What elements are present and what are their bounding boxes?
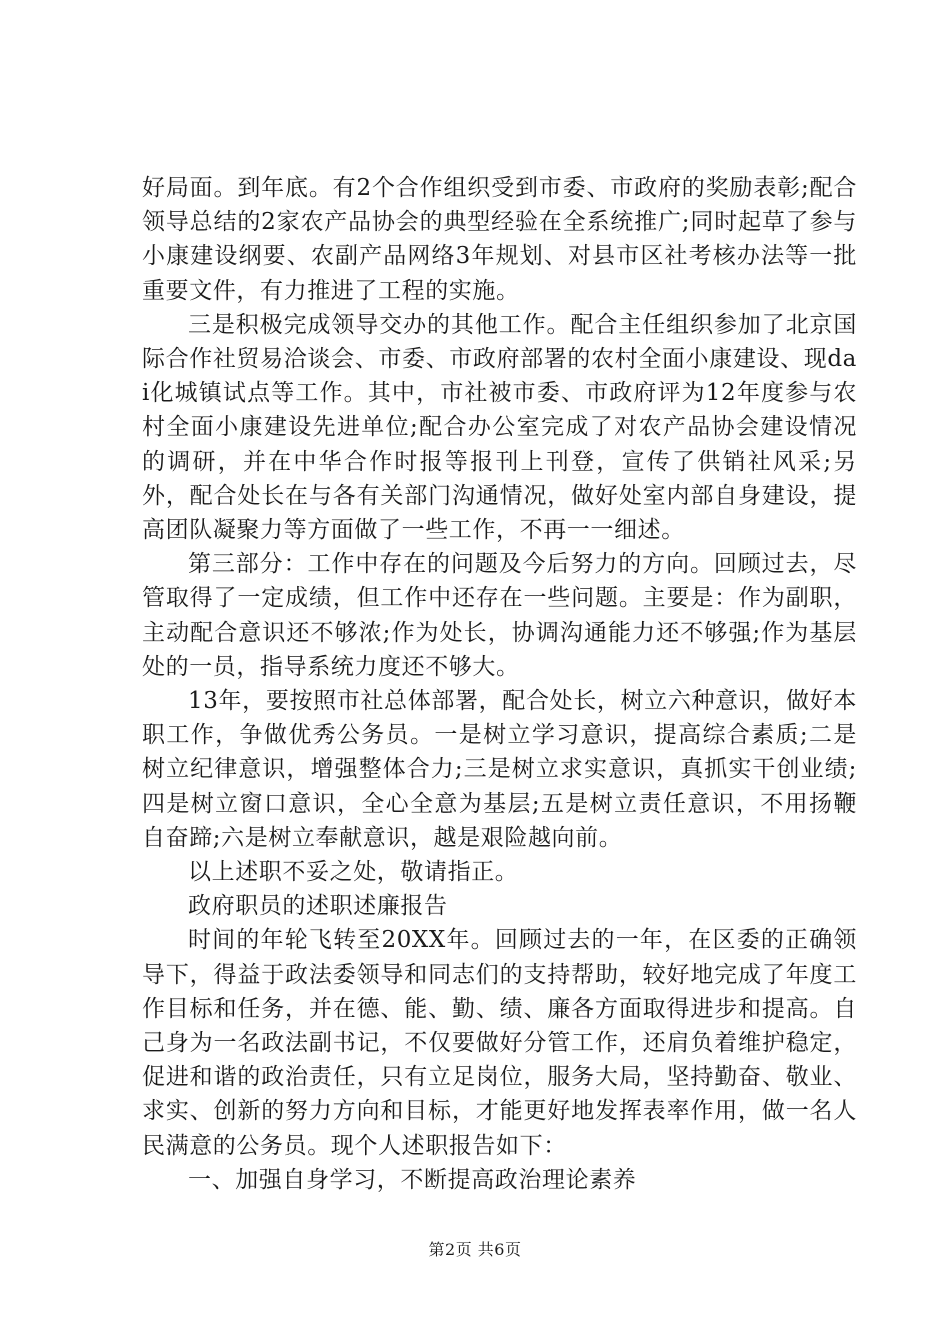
page-footer: 第2页 共6页	[428, 1240, 522, 1259]
paragraph-4: 13年，要按照市社总体部署，配合处长，树立六种意识，做好本职工作，争做优秀公务员。一是树立学习意识，提高综合素质;二是树立纪律意识，增强整体合力;三是树立求实意识，真抓实干创业绩;四是树立窗口意识，全心全意为基层;五是树立责任意识，不用扬鞭自奋蹄;六是树立奉献意识，越是艰险越向前。	[142, 688, 857, 851]
paragraph-7: 时间的年轮飞转至20XX年。回顾过去的一年，在区委的正确领导下，得益于政法委领导和同志们的支持帮助，较好地完成了年度工作目标和任务，并在德、能、勤、绩、廉各方面取得进步和提高。自己身为一名政法副书记，不仅要做好分管工作，还肩负着维护稳定，促进和谐的政治责任，只有立足岗位，服务大局，坚持勤奋、敬业、求实、创新的努力方向和目标，才能更好地发挥表率作用，做一名人民满意的公务员。现个人述职报告如下：	[142, 927, 857, 1159]
paragraph-1: 好局面。到年底。有2个合作组织受到市委、市政府的奖励表彰;配合领导总结的2家农产品协会的典型经验在全系统推广;同时起草了参与小康建设纲要、农副产品网络3年规划、对县市区社考核办法等一批重要文件，有力推进了工程的实施。	[142, 175, 857, 304]
paragraph-2: 三是积极完成领导交办的其他工作。配合主任组织参加了北京国际合作社贸易洽谈会、市委、市政府部署的农村全面小康建设、现dai化城镇试点等工作。其中，市社被市委、市政府评为12年度参与农村全面小康建设先进单位;配合办公室完成了对农产品协会建设情况的调研，并在中华合作时报等报刊上刊登，宣传了供销社风采;另外，配合处长在与各有关部门沟通情况，做好处室内部自身建设，提高团队凝聚力等方面做了一些工作，不再一一细述。	[142, 311, 857, 544]
section-heading: 一、加强自身学习，不断提高政治理论素养	[188, 1166, 637, 1193]
section-title: 政府职员的述职述廉报告	[188, 893, 448, 920]
document-body	[142, 171, 857, 1197]
paragraph-5: 以上述职不妥之处，敬请指正。	[188, 859, 519, 886]
paragraph-3: 第三部分：工作中存在的问题及今后努力的方向。回顾过去，尽管取得了一定成绩，但工作中还存在一些问题。主要是：作为副职，主动配合意识还不够浓;作为处长，协调沟通能力还不够强;作为基层处的一员，指导系统力度还不够大。	[142, 551, 857, 680]
